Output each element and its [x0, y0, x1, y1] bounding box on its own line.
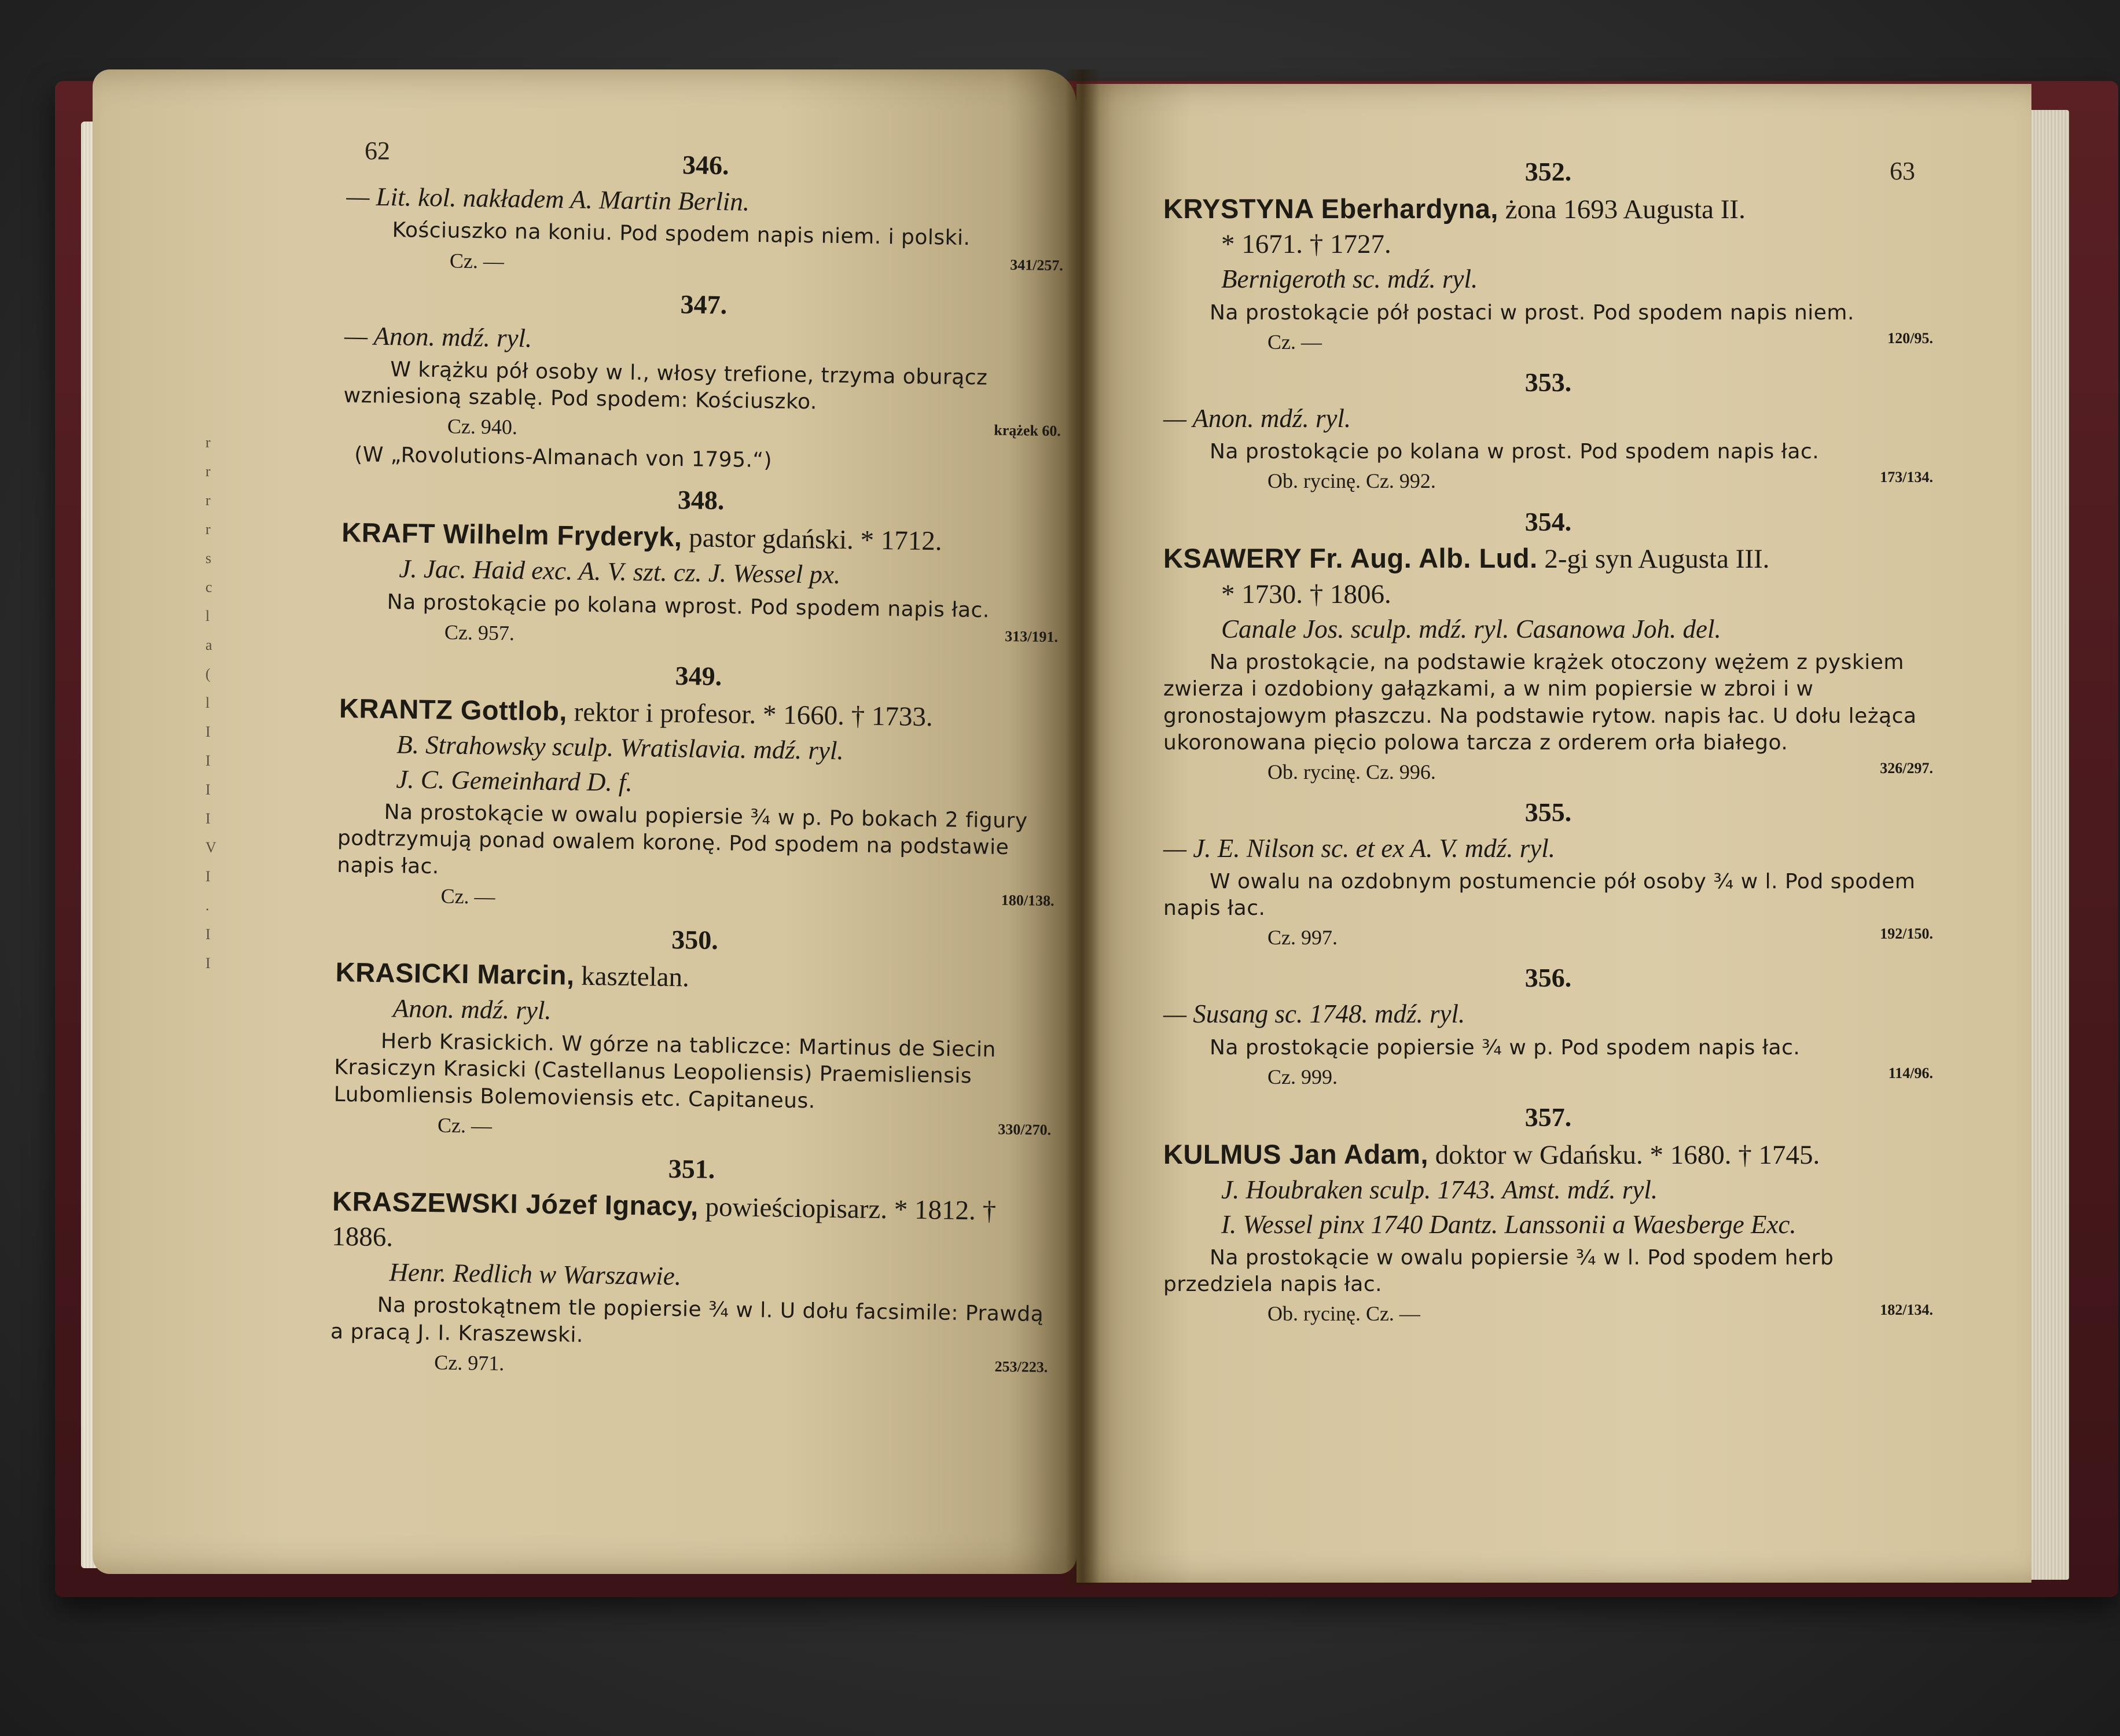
margin-letter: I — [205, 926, 211, 943]
entry-name: KRASZEWSKI Józef Ignacy, — [332, 1185, 699, 1222]
engraver-line: — J. E. Nilson sc. et ex A. V. mdź. ryl. — [1163, 833, 1556, 863]
entry-cz: Cz. 957. — [444, 620, 515, 645]
margin-letter: I — [205, 810, 211, 827]
entry-ref-number: 341/257. — [1010, 256, 1064, 274]
margin-letter: s — [205, 550, 212, 567]
entry-cz: Ob. rycinę. Cz. — — [1267, 1302, 1420, 1326]
engraver-line: Bernigeroth sc. mdź. ryl. — [1221, 264, 1478, 294]
margin-letters — [205, 428, 223, 978]
entry-number: 347. — [680, 289, 728, 319]
entry-description: Na prostokącie po kolana wprost. Pod spodem napis łac. — [387, 590, 990, 623]
entry-number: 350. — [671, 924, 719, 955]
engraver-line: B. Strahowsky sculp. Wratislavia. mdź. ryl. — [396, 730, 844, 766]
right-page-text — [1163, 145, 1933, 1327]
engraver-line: — Lit. kol. nakładem A. Martin Berlin. — [346, 181, 750, 216]
entry-cz: Cz. — — [437, 1113, 493, 1138]
entry-description: Na prostokącie pół postaci w prost. Pod spodem napis niem. — [1210, 300, 1854, 325]
entry-name: KRANTZ Gottlob, — [339, 692, 568, 727]
right-page-stack — [2026, 110, 2069, 1580]
entry-description: W owalu na ozdobnym postumencie pół osoby ¾ w l. Pod spodem napis łac. — [1163, 870, 1916, 921]
catalog-entry — [346, 144, 1065, 282]
entry-description: Na prostokątnem tle popiersie ¾ w l. U dołu facsimile: Prawdą a pracą J. I. Kraszewski. — [330, 1293, 1044, 1347]
margin-letter: r — [205, 492, 211, 509]
catalog-entry — [336, 654, 1057, 918]
entry-cz: Cz. 997. — [1267, 926, 1338, 950]
catalog-entry — [340, 479, 1060, 654]
entry-reference — [1163, 924, 1933, 951]
margin-letter: I — [205, 723, 211, 740]
entry-description: W krążku pół osoby w l., włosy trefione, trzyma oburącz wzniesioną szablę. Pod spodem: Kościuszko. — [343, 358, 988, 414]
right-page-number: 63 — [1890, 157, 1915, 185]
engraver-line: J. C. Gemeinhard D. f. — [396, 764, 633, 797]
entry-heading-rest: żona 1693 Augusta II. — [1498, 194, 1746, 225]
entry-ref-number: 326/297. — [1880, 759, 1933, 777]
entry-number: 352. — [1524, 157, 1572, 186]
catalog-entry — [343, 283, 1063, 479]
entry-heading-rest: 2-gi syn Augusta III. — [1537, 544, 1770, 575]
entry-number: 355. — [1524, 797, 1572, 827]
entry-ref-number: krążek 60. — [994, 421, 1061, 440]
entry-reference — [1163, 329, 1933, 355]
catalog-entry — [1163, 505, 1933, 785]
entry-heading — [332, 1183, 1050, 1264]
margin-letter: r — [205, 434, 211, 451]
engraver-line: Henr. Redlich w Warszawie. — [389, 1257, 682, 1291]
entry-name: KRYSTYNA Eberhardyna, — [1163, 193, 1498, 224]
entry-heading-rest: kasztelan. — [574, 961, 690, 992]
entry-description: Kościuszko na koniu. Pod spodem napis niem. i polski. — [392, 218, 971, 251]
margin-letter: l — [205, 694, 210, 711]
entry-number: 349. — [675, 661, 722, 692]
catalog-entry — [330, 1147, 1050, 1384]
entry-heading-rest: powieściopisarz. * 1812. † 1886. — [332, 1191, 997, 1252]
margin-letter: . — [205, 897, 210, 914]
entry-name: KSAWERY Fr. Aug. Alb. Lud. — [1163, 543, 1538, 574]
engraver-line: I. Wessel pinx 1740 Dantz. Lanssonii a Waesberge Exc. — [1221, 1209, 1796, 1239]
margin-letter: l — [205, 608, 210, 624]
entry-number: 353. — [1524, 367, 1572, 397]
entry-description: Herb Krasickich. W górze na tabliczce: Martinus de Siecin Krasiczyn Krasicki (Castellanus Leopoliensis) Praemisliensis Lubomliensis Bolemoviensis etc. Capitaneus. — [333, 1029, 997, 1113]
entry-cz: Cz. — — [440, 884, 495, 909]
entry-description: Na prostokącie, na podstawie krążek otoczony wężem z pyskiem zwierza i ozdobiony gałązkami, a w nim popiersie w zbroi i w gronostajowym płaszczu. Na podstawie rytow. napis łac. U dołu leżąca ukoronowana pięcio polowa tarcza z orderem orła białego. — [1163, 650, 1917, 755]
catalog-entry — [333, 918, 1054, 1147]
entry-cz: Cz. — — [449, 249, 505, 273]
margin-letter: r — [205, 521, 211, 538]
entry-description: Na prostokącie w owalu popiersie ¾ w l. Pod spodem herb przedziela napis łac. — [1163, 1246, 1834, 1297]
entry-number: 346. — [682, 150, 729, 181]
entry-dates: * 1671. † 1727. — [1221, 229, 1391, 260]
entry-name: KULMUS Jan Adam, — [1163, 1138, 1429, 1169]
engraver-line: J. Houbraken sculp. 1743. Amst. mdź. ryl. — [1221, 1175, 1658, 1205]
entry-heading-rest: doktor w Gdańsku. * 1680. † 1745. — [1428, 1139, 1820, 1170]
entry-cz: Cz. — — [1267, 330, 1322, 354]
entry-dates: * 1730. † 1806. — [1221, 579, 1391, 609]
margin-letter: I — [205, 868, 211, 885]
entry-ref-number: 192/150. — [1880, 925, 1933, 943]
entry-ref-number: 330/270. — [998, 1120, 1052, 1138]
entry-ref-number: 120/95. — [1887, 329, 1933, 347]
engraver-line: — Susang sc. 1748. mdź. ryl. — [1163, 999, 1465, 1029]
entry-number: 356. — [1524, 963, 1572, 993]
entry-heading — [1163, 1137, 1933, 1172]
margin-letter: c — [205, 579, 212, 595]
entry-reference — [1163, 759, 1933, 785]
left-page-number: 62 — [365, 137, 390, 165]
entry-ref-number: 253/223. — [994, 1358, 1048, 1375]
catalog-entry — [1163, 961, 1933, 1090]
entry-note: (W „Rovolutions-Almanach von 1795.“) — [354, 443, 773, 473]
margin-letter: I — [205, 955, 211, 972]
book-gutter — [1065, 69, 1100, 1586]
entry-number: 357. — [1524, 1102, 1572, 1132]
entry-ref-number: 114/96. — [1888, 1064, 1933, 1082]
entry-cz: Cz. 999. — [1267, 1065, 1338, 1088]
catalog-entry — [1163, 366, 1933, 495]
entry-name: KRAFT Wilhelm Fryderyk, — [341, 517, 682, 553]
entry-cz: Ob. rycinę. Cz. 996. — [1267, 760, 1436, 784]
entry-number: 351. — [668, 1153, 715, 1184]
entry-cz: Cz. 971. — [434, 1350, 505, 1375]
entry-heading — [1163, 541, 1933, 576]
left-page-text — [330, 133, 1065, 1384]
engraver-line: J. Jac. Haid exc. A. V. szt. cz. J. Wessel px. — [399, 554, 841, 590]
entry-description: Na prostokącie w owalu popiersie ¾ w p. Po bokach 2 figury podtrzymują ponad owalem koronę. Pod spodem na podstawie napis łac. — [337, 800, 1028, 878]
margin-letter: I — [205, 752, 211, 769]
entry-ref-number: 180/138. — [1001, 891, 1055, 909]
engraver-line: — Anon. mdź. ryl. — [344, 321, 532, 352]
entry-description: Na prostokącie po kolana w prost. Pod spodem napis łac. — [1210, 440, 1820, 464]
entry-heading — [1163, 192, 1933, 227]
catalog-entry — [1163, 796, 1933, 951]
entry-ref-number: 313/191. — [1005, 628, 1059, 646]
entry-reference — [1163, 468, 1933, 494]
engraver-line: Canale Jos. sculp. mdź. ryl. Casanowa Joh. del. — [1221, 614, 1721, 643]
entry-reference — [1163, 1064, 1933, 1090]
entry-name: KRASICKI Marcin, — [335, 956, 575, 991]
entry-ref-number: 173/134. — [1880, 469, 1933, 486]
margin-letter: ( — [205, 665, 211, 682]
entry-cz: Cz. 940. — [447, 414, 518, 439]
engraver-line: Anon. mdź. ryl. — [392, 994, 552, 1025]
margin-letter: r — [205, 463, 211, 480]
entry-reference — [1163, 1300, 1933, 1327]
catalog-entry — [1163, 155, 1933, 355]
engraver-line: — Anon. mdź. ryl. — [1163, 403, 1351, 433]
entry-ref-number: 182/134. — [1880, 1301, 1933, 1319]
margin-letter: a — [205, 637, 212, 653]
entry-cz: Ob. rycinę. Cz. 992. — [1267, 469, 1436, 493]
catalog-entry — [1163, 1101, 1933, 1327]
entry-description: Na prostokącie popiersie ¾ w p. Pod spodem napis łac. — [1210, 1035, 1801, 1060]
margin-letter: V — [205, 839, 216, 856]
entry-heading-rest: pastor gdański. * 1712. — [682, 523, 942, 557]
entry-heading-rest: rektor i profesor. * 1660. † 1733. — [567, 697, 934, 733]
entry-number: 354. — [1524, 506, 1572, 536]
margin-letter: I — [205, 781, 211, 798]
entry-number: 348. — [677, 485, 725, 516]
